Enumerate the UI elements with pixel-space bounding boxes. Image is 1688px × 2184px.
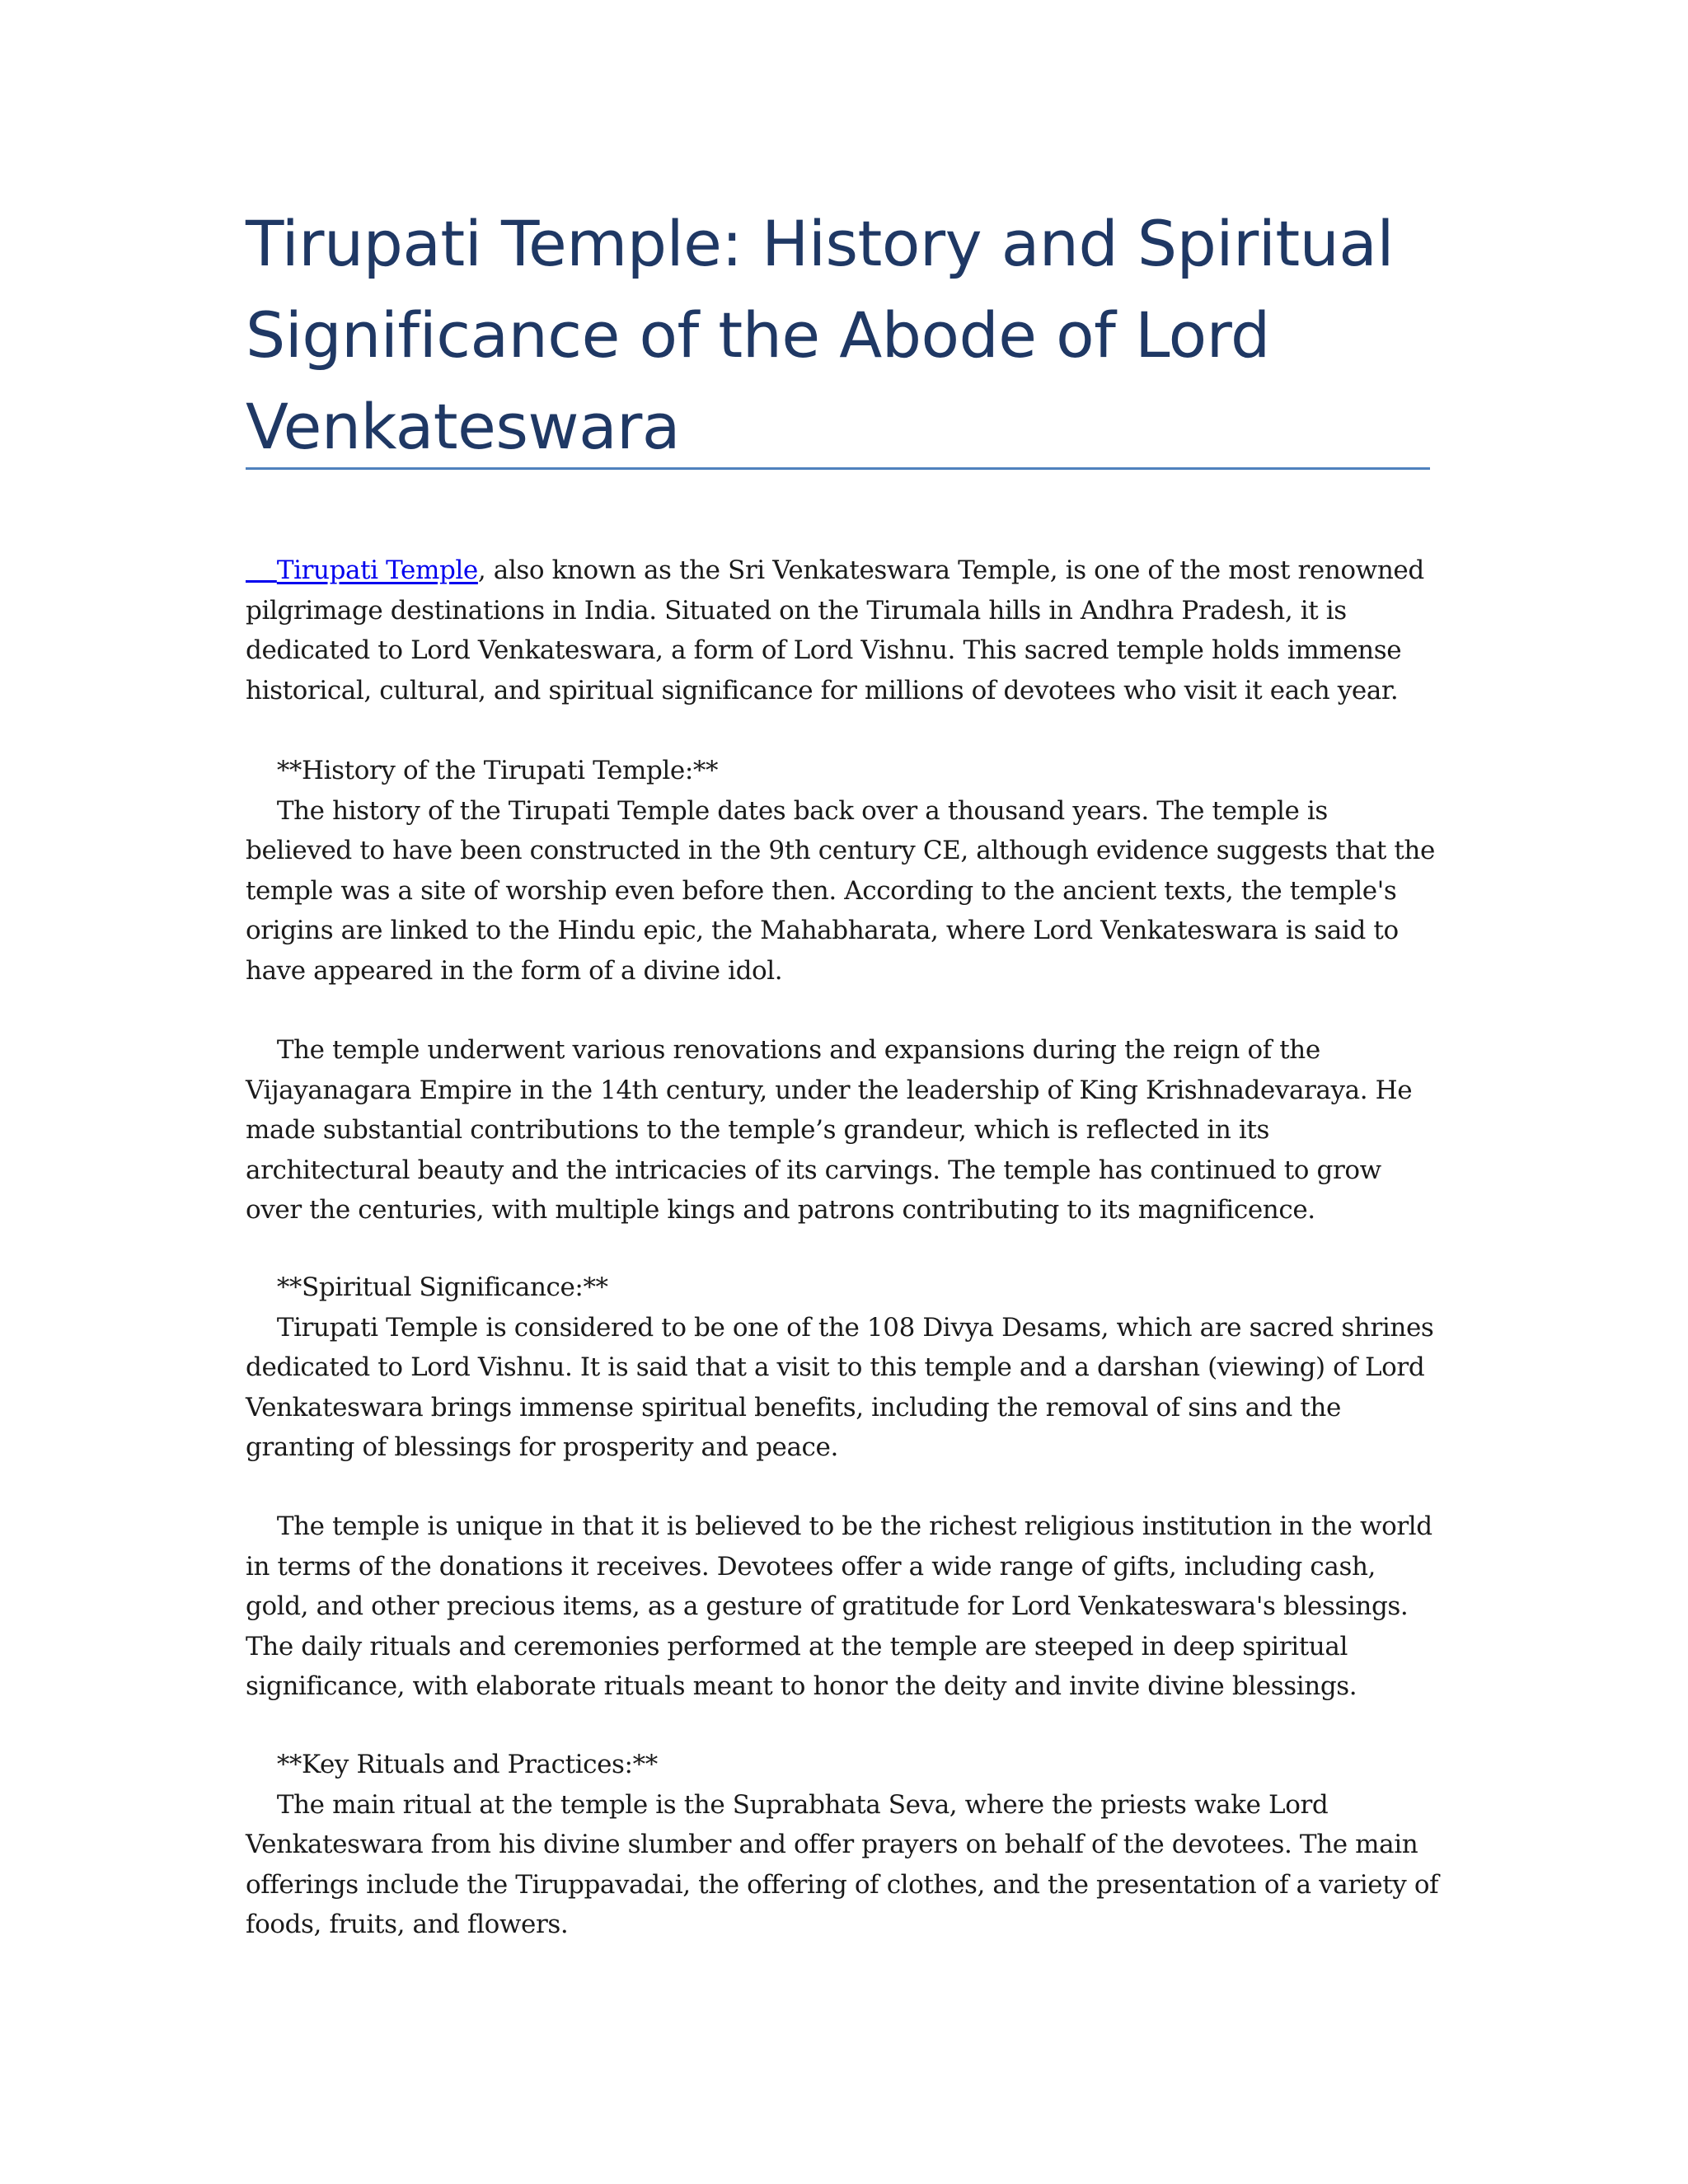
history-paragraph-2-block [246, 1030, 1441, 1230]
link-indent[interactable] [246, 555, 277, 585]
rituals-heading-line [246, 1745, 1441, 1785]
spiritual-section [246, 1268, 1441, 1468]
history-paragraph-2: The temple underwent various renovations and expansions during the reign of the Vijayanagara Empire in the 14th century, under the leadership of King Krishnadevaraya. He made substantial contributions to the temple’s grandeur, which is reflected in its architectural beauty and the intricacies of its carvings. The temple has continued to grow over the centuries, with multiple kings and patrons contributing to its magnificence. [246, 1035, 1420, 1225]
history-paragraph-1-line [246, 791, 1441, 991]
tirupati-temple-link[interactable]: Tirupati Temple [276, 555, 478, 585]
rituals-paragraph-1: The main ritual at the temple is the Suprabhata Seva, where the priests wake Lord Venkateswara from his divine slumber and offer prayers on behalf of the devotees. The main offerings include the Tiruppavadai, the offering of clothes, and the presentation of a variety of foods, fruits, and flowers. [246, 1789, 1447, 1939]
rituals-heading: **Key Rituals and Practices:** [276, 1750, 658, 1779]
rituals-section [246, 1745, 1447, 1945]
spiritual-paragraph-1-line [246, 1308, 1441, 1468]
intro-paragraph [246, 551, 1441, 710]
spiritual-paragraph-2-block [246, 1507, 1441, 1707]
history-section [246, 751, 1441, 991]
intro-text: , also known as the Sri Venkateswara Temple, is one of the most renowned pilgrimage destinations in India. Situated on the Tirumala hills in Andhra Pradesh, it is dedicated to Lord Venkateswara, a form of Lord Vishnu. This sacred temple holds immense historical, cultural, and spiritual significance for millions of devotees who visit it each year. [246, 555, 1432, 705]
spiritual-paragraph-2: The temple is unique in that it is believed to be the richest religious institution in the world in terms of the donations it receives. Devotees offer a wide range of gifts, including cash, gold, and other precious items, as a gesture of gratitude for Lord Venkateswara's blessings. The daily rituals and ceremonies performed at the temple are steeped in deep spiritual significance, with elaborate rituals meant to honor the deity and invite divine blessings. [246, 1511, 1441, 1701]
spiritual-paragraph-1: Tirupati Temple is considered to be one of the 108 Divya Desams, which are sacred shrines dedicated to Lord Vishnu. It is said that a visit to this temple and a darshan (viewing) of Lord Venkateswara brings immense spiritual benefits, including the removal of sins and the granting of blessings for prosperity and peace. [246, 1312, 1442, 1462]
history-heading-line [246, 751, 1441, 791]
rituals-paragraph-1-line [246, 1785, 1447, 1945]
spiritual-heading-line [246, 1268, 1441, 1308]
history-paragraph-1: The history of the Tirupati Temple dates back over a thousand years. The temple is believed to have been constructed in the 9th century CE, although evidence suggests that the temple was a site of worship even before then. According to the ancient texts, the temple's origins are linked to the Hindu epic, the Mahabharata, where Lord Venkateswara is said to have appeared in the form of a divine idol. [246, 795, 1443, 986]
title-divider [246, 467, 1430, 470]
history-heading: **History of the Tirupati Temple:** [276, 756, 719, 785]
spiritual-heading: **Spiritual Significance:** [276, 1272, 608, 1302]
document-title: Tirupati Temple: History and Spiritual Significance of the Abode of Lord Venkateswara [246, 207, 1394, 463]
